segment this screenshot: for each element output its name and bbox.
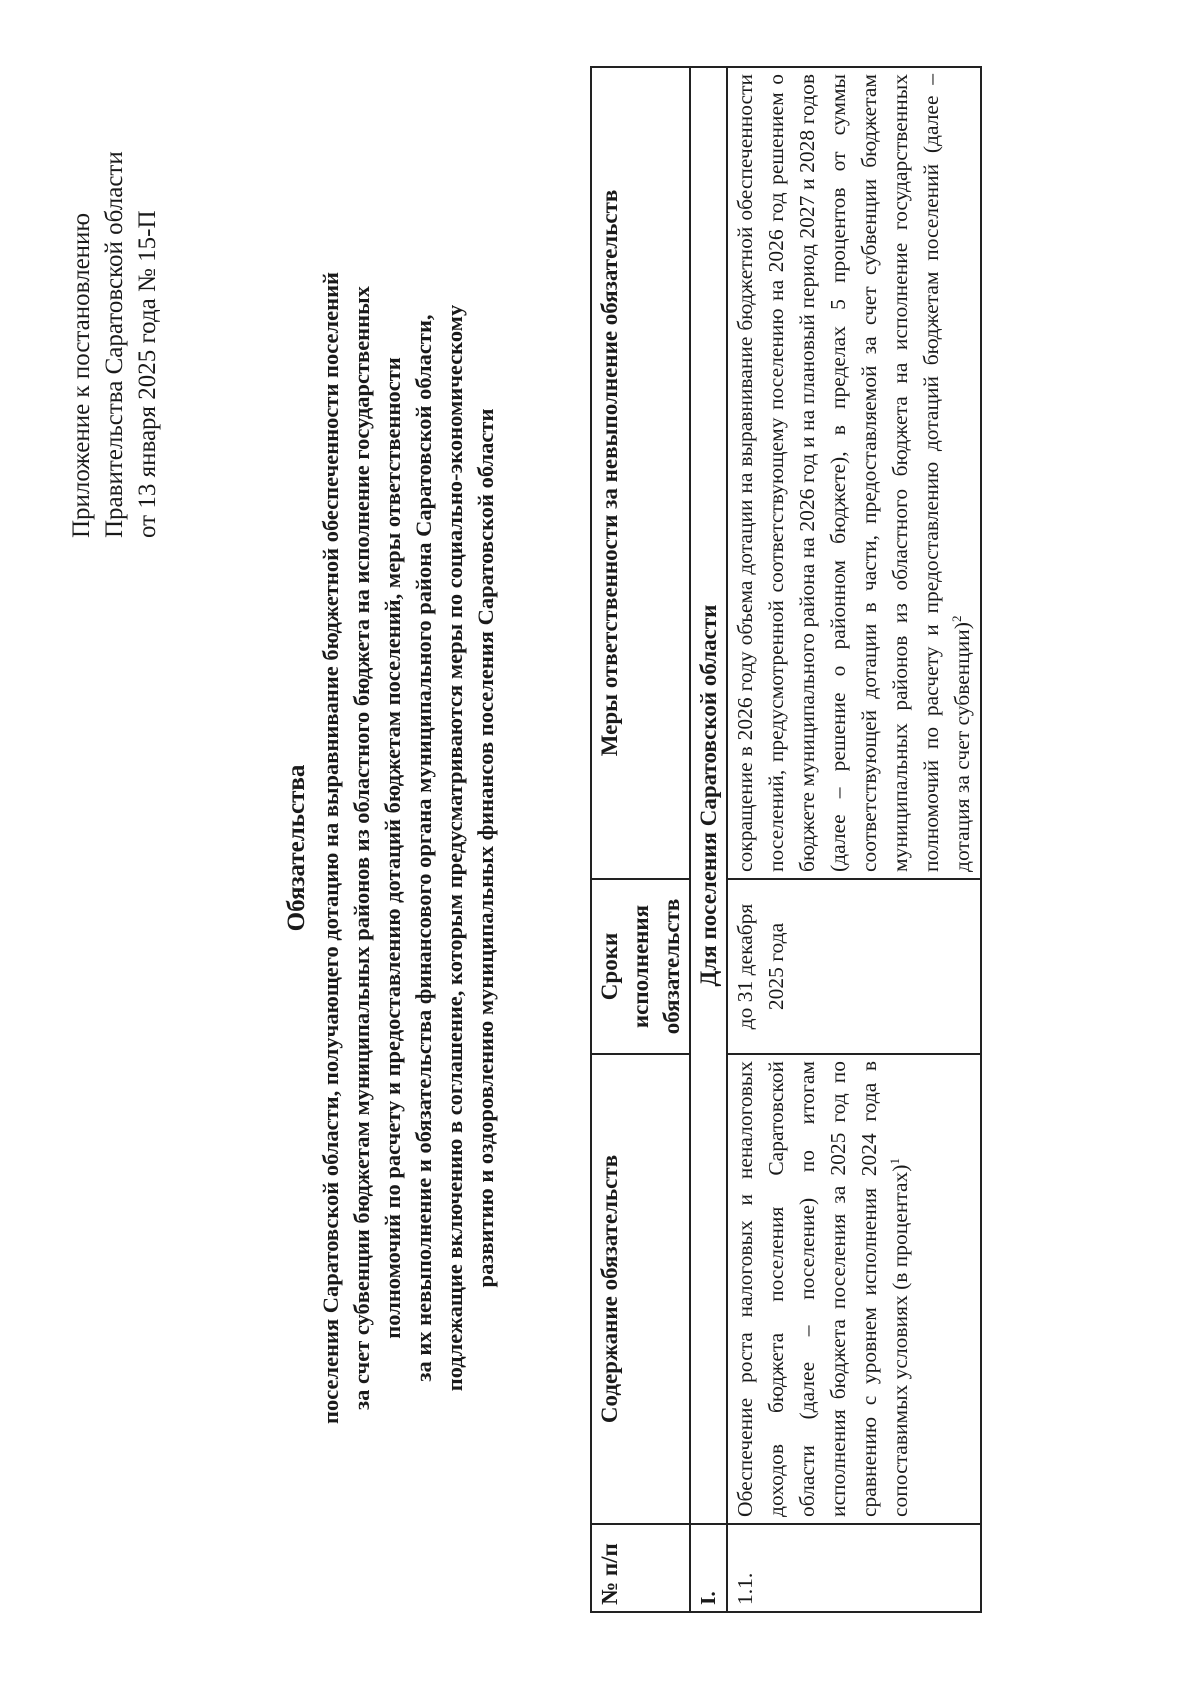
subtitle-line: подлежащие включению в соглашение, которым предусматриваются меры по социально-экономическому (442, 304, 467, 1392)
header-deadline: Сроки исполнения обязательств (591, 879, 690, 1054)
footnote-mark: 2 (948, 615, 964, 623)
appendix-header (65, 98, 164, 538)
row-number: 1.1. (727, 1524, 981, 1612)
header-num: № п/п (591, 1524, 690, 1612)
row-measures: сокращение в 2026 году объема дотации на выравнивание бюджетной обеспеченности поселений, предусмотренной соответствующему поселению на 2026 год решением о бюджете муниципального района на 2026 год и на плановый период 2027 и 2028 годов (далее – решение о районном бюджете), в пределах 5 процентов от суммы соответствующей дотации в части, предоставляемой за счет субвенции бюджетам муниципальных районов из областного бюджета на исполнение государственных полномочий по расчету и предоставлению дотаций бюджетам поселений (далее – дотация за счет субвенции) (733, 74, 974, 872)
header-content: Содержание обязательств (591, 1054, 690, 1524)
table-header-row (591, 67, 690, 1612)
header-measures: Меры ответственности за невыполнение обязательств (591, 67, 690, 879)
section-row (690, 67, 727, 1612)
table-row (727, 67, 981, 1612)
obligations-table (590, 66, 982, 1613)
document-subtitle (315, 168, 501, 1528)
appendix-header-line: Правительства Саратовской области (101, 151, 128, 538)
section-number: I. (690, 1524, 727, 1612)
row-content-cell (727, 1054, 981, 1524)
section-title: Для поселения Саратовской области (690, 67, 727, 1524)
row-deadline: до 31 декабря 2025 года (727, 879, 981, 1054)
row-content: Обеспечение роста налоговых и неналоговых доходов бюджета поселения Саратовской области (далее – поселение) по итогам исполнения бюджета поселения за 2025 год по сравнению с уровнем исполнения 2024 года в сопоставимых условиях (в процентах) (733, 1061, 912, 1517)
row-measures-cell (727, 67, 981, 879)
subtitle-line: за их невыполнение и обязательства финансового органа муниципального района Саратовской области, (411, 314, 436, 1382)
footnote-mark: 1 (886, 1158, 902, 1165)
subtitle-line: поселения Саратовской области, получающего дотацию на выравнивание бюджетной обеспеченности поселений (318, 271, 343, 1425)
subtitle-line: за счет субвенции бюджетам муниципальных районов из областного бюджета на исполнение государственных (349, 286, 374, 1410)
document-title: Обязательства (283, 764, 310, 932)
appendix-header-line: Приложение к постановлению (68, 212, 95, 538)
subtitle-line: полномочий по расчету и предоставлению дотаций бюджетам поселений, меры ответственности (380, 357, 405, 1339)
subtitle-line: развитию и оздоровлению муниципальных финансов поселения Саратовской области (473, 408, 498, 1288)
appendix-header-line: от 13 января 2025 года № 15-П (134, 210, 161, 538)
document-page (25, 48, 1175, 1648)
